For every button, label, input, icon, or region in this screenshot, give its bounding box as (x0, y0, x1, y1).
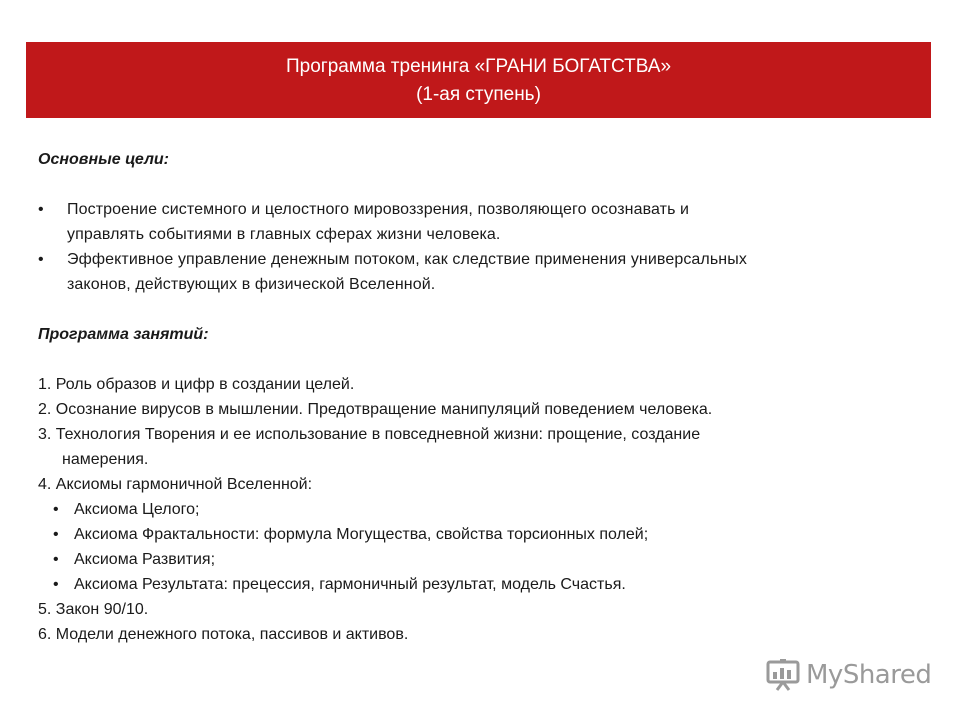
program-heading: Программа занятий: (38, 326, 209, 343)
axiom-item-3-text: Аксиома Развития; (74, 551, 216, 568)
bullet-icon: • (38, 251, 44, 268)
program-item-6: 6. Модели денежного потока, пассивов и активов. (38, 626, 409, 643)
axiom-item-2 (38, 522, 918, 547)
goal-item-2-line-2: законов, действующих в физической Вселенной. (67, 276, 436, 293)
goal-item-1 (38, 197, 918, 247)
title-line-2: (1-ая ступень) (416, 84, 541, 105)
axiom-item-4 (38, 572, 918, 597)
program-item-3 (38, 422, 918, 472)
goal-item-2 (38, 247, 918, 297)
axiom-item-1-text: Аксиома Целого; (74, 501, 200, 518)
title-banner (26, 42, 931, 118)
goal-item-1-line-2: управлять событиями в главных сферах жизни человека. (67, 226, 501, 243)
program-item-2: 2. Осознание вирусов в мышлении. Предотвращение манипуляций поведением человека. (38, 401, 713, 418)
program-item-3-line-2: намерения. (62, 451, 149, 468)
goal-item-2-line-1: Эффективное управление денежным потоком, как следствие применения универсальных (67, 251, 747, 268)
bullet-icon: • (53, 501, 59, 518)
program-item-3-line-1: 3. Технология Творения и ее использование в повседневной жизни: прощение, создание (38, 426, 701, 443)
myshared-watermark (766, 655, 931, 695)
axiom-item-3 (38, 547, 918, 572)
axiom-item-4-text: Аксиома Результата: прецессия, гармоничный результат, модель Счастья. (74, 576, 626, 593)
bullet-icon: • (53, 576, 59, 593)
bullet-icon: • (53, 526, 59, 543)
slide-content (38, 147, 918, 647)
goal-item-1-line-1: Построение системного и целостного мировоззрения, позволяющего осознавать и (67, 201, 690, 218)
presentation-board-icon (766, 658, 800, 692)
program-item-4: 4. Аксиомы гармоничной Вселенной: (38, 476, 313, 493)
bullet-icon: • (53, 551, 59, 568)
program-item-5: 5. Закон 90/10. (38, 601, 149, 618)
program-item-1: 1. Роль образов и цифр в создании целей. (38, 376, 355, 393)
axiom-item-1 (38, 497, 918, 522)
myshared-logo-text: MyShared (806, 660, 932, 690)
bullet-icon: • (38, 201, 44, 218)
goals-heading: Основные цели: (38, 151, 169, 168)
title-line-1: Программа тренинга «ГРАНИ БОГАТСТВА» (285, 56, 672, 77)
axiom-item-2-text: Аксиома Фрактальности: формула Могущества, свойства торсионных полей; (74, 526, 649, 543)
